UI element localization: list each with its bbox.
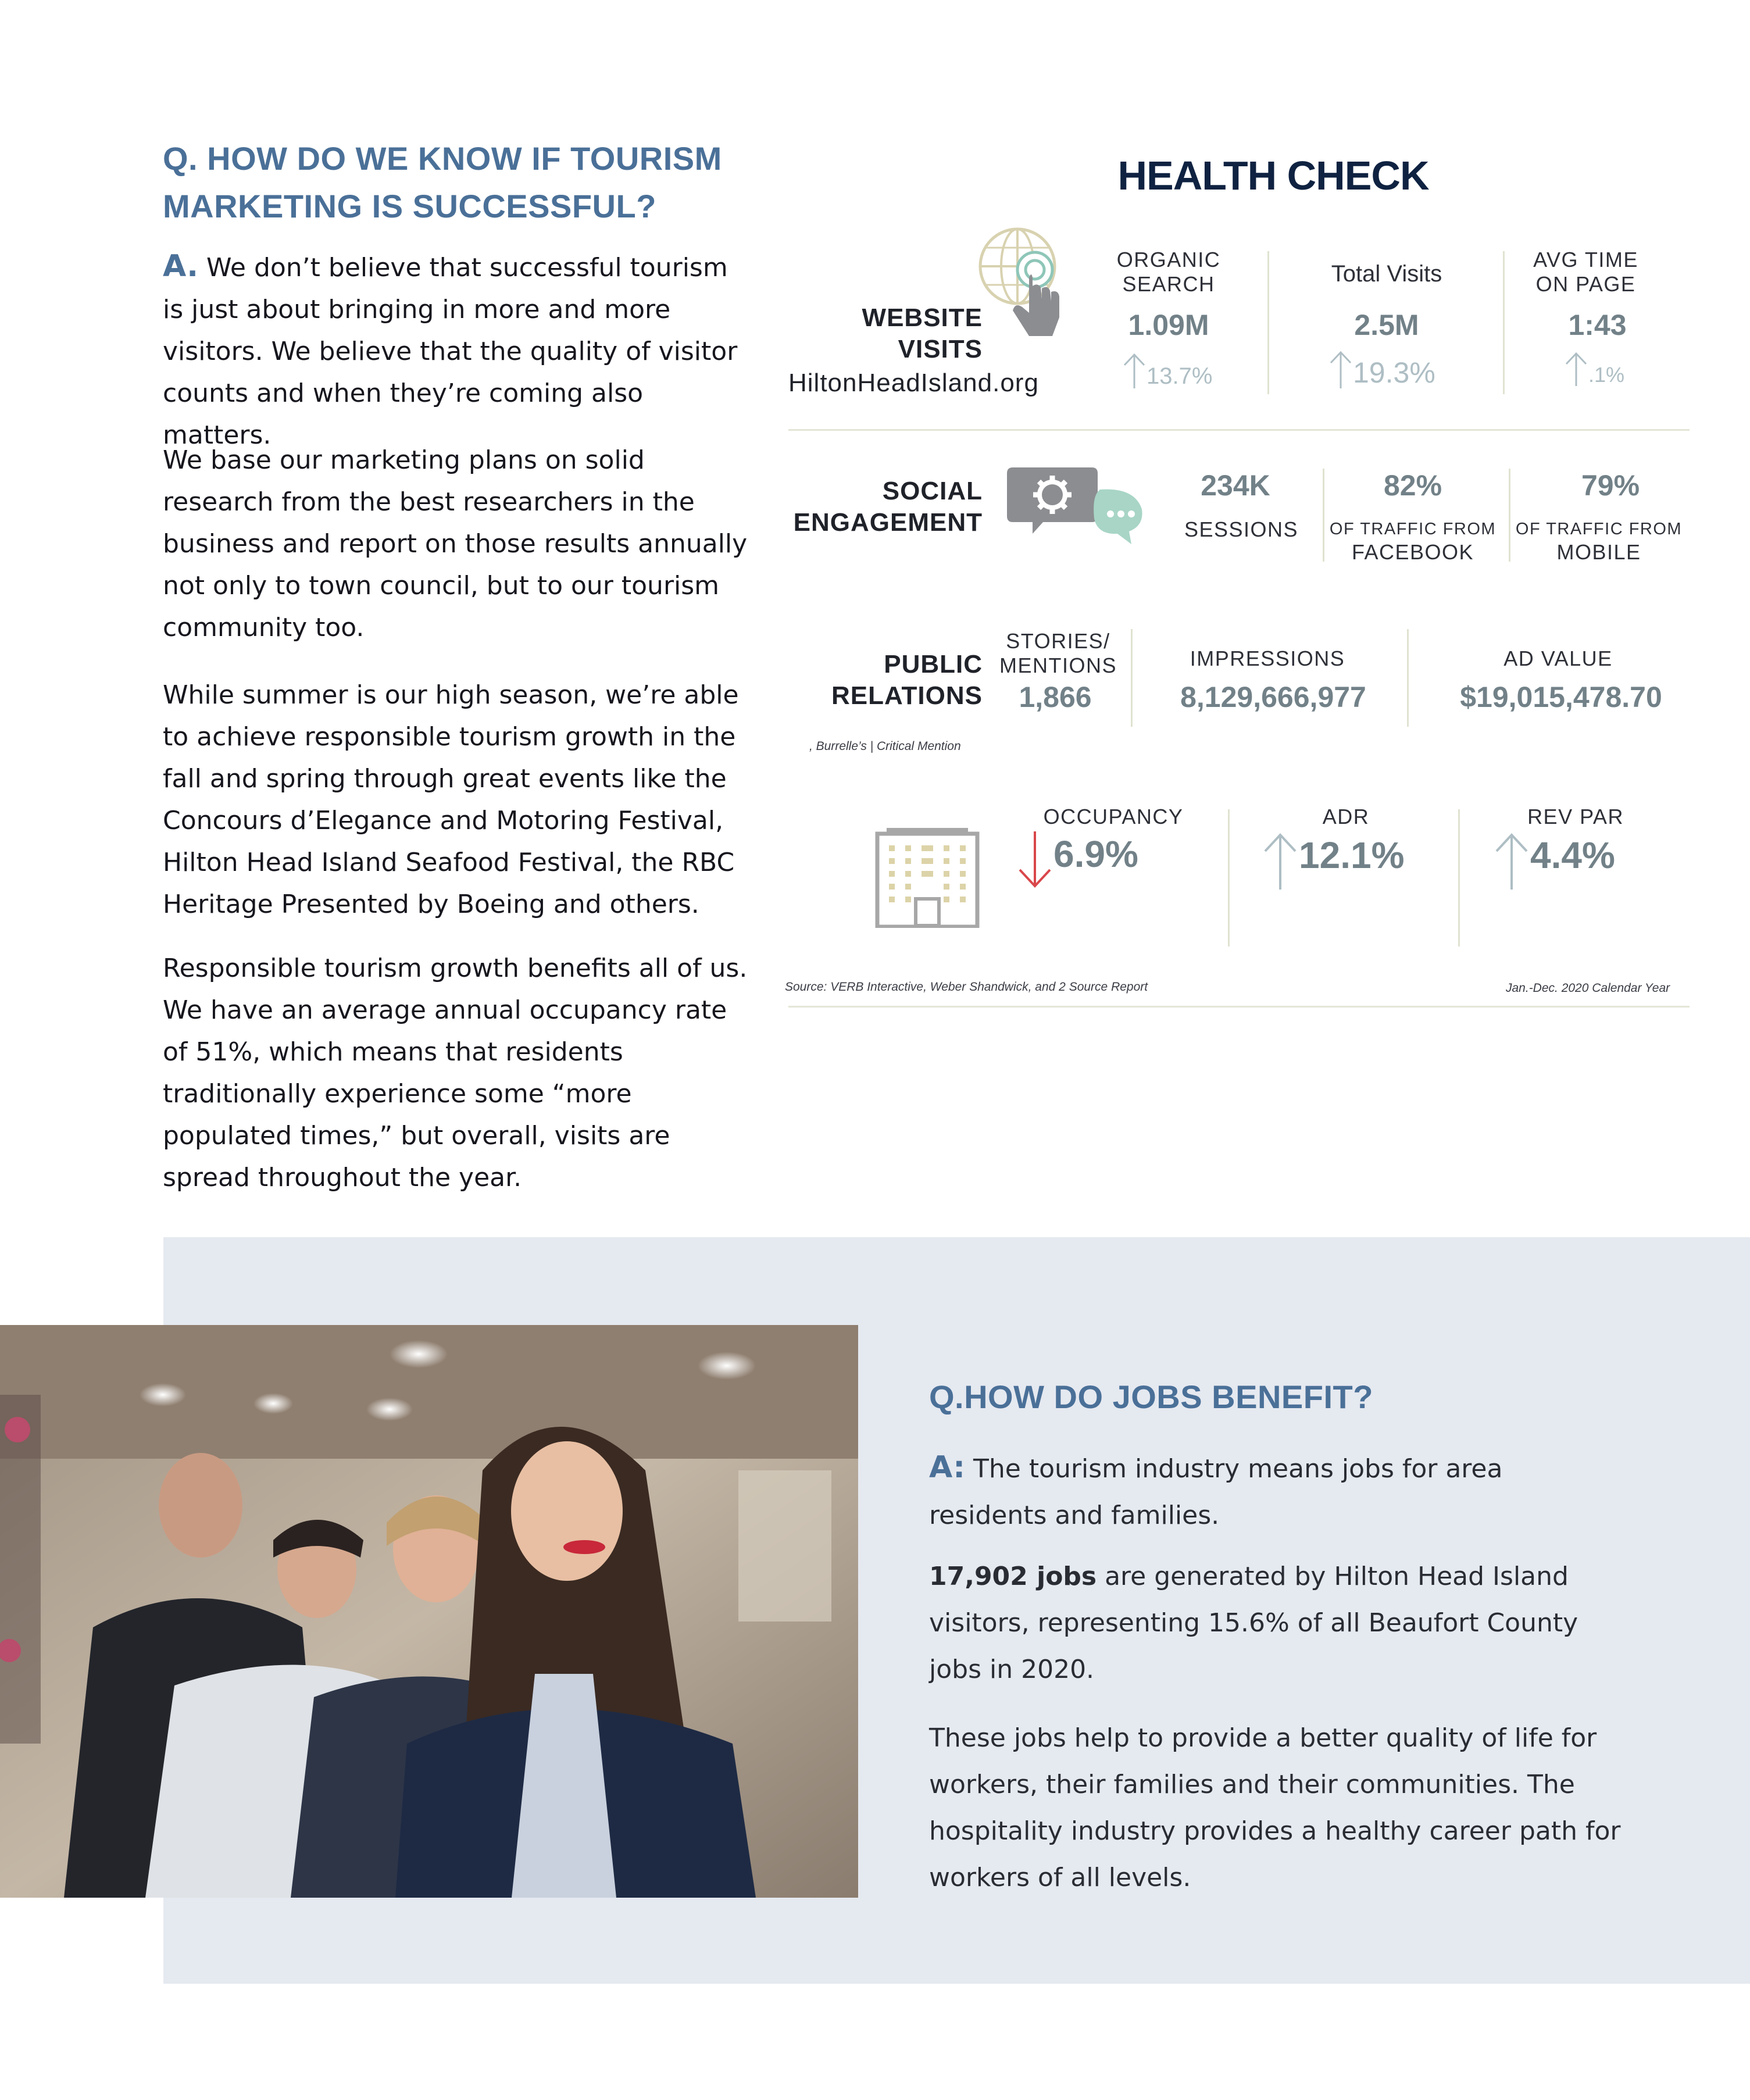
divider <box>1131 629 1133 727</box>
organic-line-2: SEARCH <box>1122 272 1215 296</box>
organic-change <box>1122 351 1212 390</box>
divider <box>1267 251 1269 394</box>
divider <box>1228 809 1230 947</box>
rev-par-change <box>1493 831 1615 892</box>
rev-par-label: REV PAR <box>1527 805 1624 828</box>
arrow-up-icon <box>1328 349 1353 390</box>
pr-source-note: , Burrelle’s | Critical Mention <box>809 740 961 753</box>
avg-time-value: 1:43 <box>1568 309 1627 341</box>
facebook-label <box>1320 517 1506 564</box>
source-note: Source: VERB Interactive, Weber Shandwick, and 2 Source Report <box>785 980 1148 994</box>
mobile-label <box>1506 517 1692 564</box>
avg-line-1: AVG TIME <box>1533 248 1638 272</box>
pr-label-line-2: RELATIONS <box>831 681 983 710</box>
organic-search-value: 1.09M <box>1128 309 1209 341</box>
facebook-line-1: OF TRAFFIC FROM <box>1329 520 1497 538</box>
total-visits-label: Total Visits <box>1331 261 1442 287</box>
divider <box>1503 251 1505 394</box>
social-label-line-1: SOCIAL <box>882 477 983 505</box>
impressions-label: IMPRESSIONS <box>1190 647 1345 670</box>
globe-touch-icon <box>971 220 1076 359</box>
occupancy-change <box>1016 829 1138 890</box>
occupancy-value: 6.9% <box>1053 833 1138 875</box>
arrow-down-icon <box>1016 829 1053 890</box>
avg-time-change-value: .1% <box>1588 363 1625 387</box>
jobs-question-heading: Q.HOW DO JOBS BENEFIT? <box>929 1378 1373 1415</box>
divider <box>1458 809 1460 947</box>
section-divider <box>788 429 1690 431</box>
occupancy-label: OCCUPANCY <box>1043 805 1184 828</box>
period-note: Jan.-Dec. 2020 Calendar Year <box>1506 981 1670 995</box>
hotel-staff-photo <box>0 1325 858 1898</box>
answer-paragraph-2: We base our marketing plans on solid research from the best researchers in the business and report on those results annually not only to town council, but to our tourism community too. <box>163 445 748 642</box>
question-line-2: MARKETING IS SUCCESSFUL? <box>163 188 656 224</box>
answer-lead: A. <box>163 249 198 284</box>
avg-line-2: ON PAGE <box>1535 272 1636 296</box>
stories-line-1: STORIES/ <box>1006 629 1110 653</box>
jobs-answer-lead: A: <box>929 1450 966 1485</box>
stories-label <box>991 629 1125 678</box>
public-relations-label <box>756 649 983 712</box>
facebook-value: 82% <box>1383 469 1442 502</box>
hotel-building-icon <box>875 826 980 928</box>
rev-par-value: 4.4% <box>1530 834 1615 876</box>
bottom-divider <box>788 1006 1690 1008</box>
health-check-title: HEALTH CHECK <box>1117 153 1429 198</box>
pr-label-line-1: PUBLIC <box>884 650 983 678</box>
mobile-line-1: OF TRAFFIC FROM <box>1515 520 1683 538</box>
total-visits-value: 2.5M <box>1354 309 1419 341</box>
organic-change-value: 13.7% <box>1147 363 1213 389</box>
social-label-line-2: ENGAGEMENT <box>793 508 983 537</box>
answer-text-1: We don’t believe that successful tourism is just about bringing in more and more visitors. We believe that the quality of visitor counts and when they’re coming also matters. <box>163 253 738 450</box>
sessions-label: SESSIONS <box>1184 517 1299 541</box>
arrow-up-icon <box>1122 351 1147 390</box>
answer-paragraph-1 <box>163 245 750 456</box>
impressions-value: 8,129,666,977 <box>1180 681 1366 713</box>
mobile-value: 79% <box>1581 469 1640 502</box>
jobs-count: 17,902 jobs <box>929 1562 1097 1591</box>
question-line-1: Q. HOW DO WE KNOW IF TOURISM <box>163 140 722 177</box>
staff-photo-image <box>0 1325 858 1898</box>
sessions-value: 234K <box>1201 469 1270 502</box>
mobile-line-2: MOBILE <box>1556 540 1641 564</box>
website-visits-label <box>779 302 983 365</box>
social-engagement-label <box>756 476 983 538</box>
question-heading <box>163 135 779 230</box>
facebook-line-2: FACEBOOK <box>1351 540 1474 564</box>
website-label-line-1: WEBSITE <box>862 303 983 332</box>
organic-line-1: ORGANIC <box>1116 248 1221 272</box>
ad-value-label: AD VALUE <box>1503 647 1613 670</box>
total-visits-change <box>1328 349 1435 390</box>
jobs-answer-1 <box>929 1444 1621 1539</box>
arrow-up-icon <box>1262 831 1299 892</box>
adr-change <box>1262 831 1404 892</box>
stories-value: 1,866 <box>1019 681 1092 713</box>
chat-gear-icon <box>1007 463 1152 550</box>
arrow-up-icon <box>1493 831 1530 892</box>
stories-line-2: MENTIONS <box>999 653 1117 677</box>
avg-time-label <box>1512 248 1660 297</box>
adr-value: 12.1% <box>1299 834 1405 876</box>
jobs-answer-text-1: The tourism industry means jobs for area residents and families. <box>929 1454 1503 1530</box>
answer-paragraph-3: While summer is our high season, we’re able to achieve responsible tourism growth in the fall and spring through great events like the Concours d’Elegance and Motoring Festival, Hilton Head Island Seafood Festival, the RBC Heritage Presented by Boeing and others. <box>163 680 739 919</box>
divider <box>1407 629 1409 727</box>
website-url: HiltonHeadIsland.org <box>788 369 1039 397</box>
jobs-answer-3: These jobs help to provide a better quality of life for workers, their families and their communities. The hospitality industry provides a healthy career path for workers of all levels. <box>929 1723 1621 1892</box>
arrow-up-icon <box>1564 350 1588 387</box>
jobs-answer-2 <box>929 1553 1621 1693</box>
organic-search-label <box>1096 248 1241 297</box>
avg-time-change <box>1564 350 1624 387</box>
answer-paragraph-4: Responsible tourism growth benefits all of us. We have an average annual occupancy rate of 51%, which means that residents traditionally experience some “more populated times,” but overall, visits are spread throughout the year. <box>163 953 748 1192</box>
adr-label: ADR <box>1322 805 1370 828</box>
jobs-answer-text-2: are generated by Hilton Head Island visitors, representing 15.6% of all Beaufort County jobs in 2020. <box>929 1562 1578 1684</box>
total-visits-change-value: 19.3% <box>1353 356 1435 389</box>
ad-value: $19,015,478.70 <box>1460 681 1662 713</box>
website-label-line-2: VISITS <box>898 335 983 363</box>
